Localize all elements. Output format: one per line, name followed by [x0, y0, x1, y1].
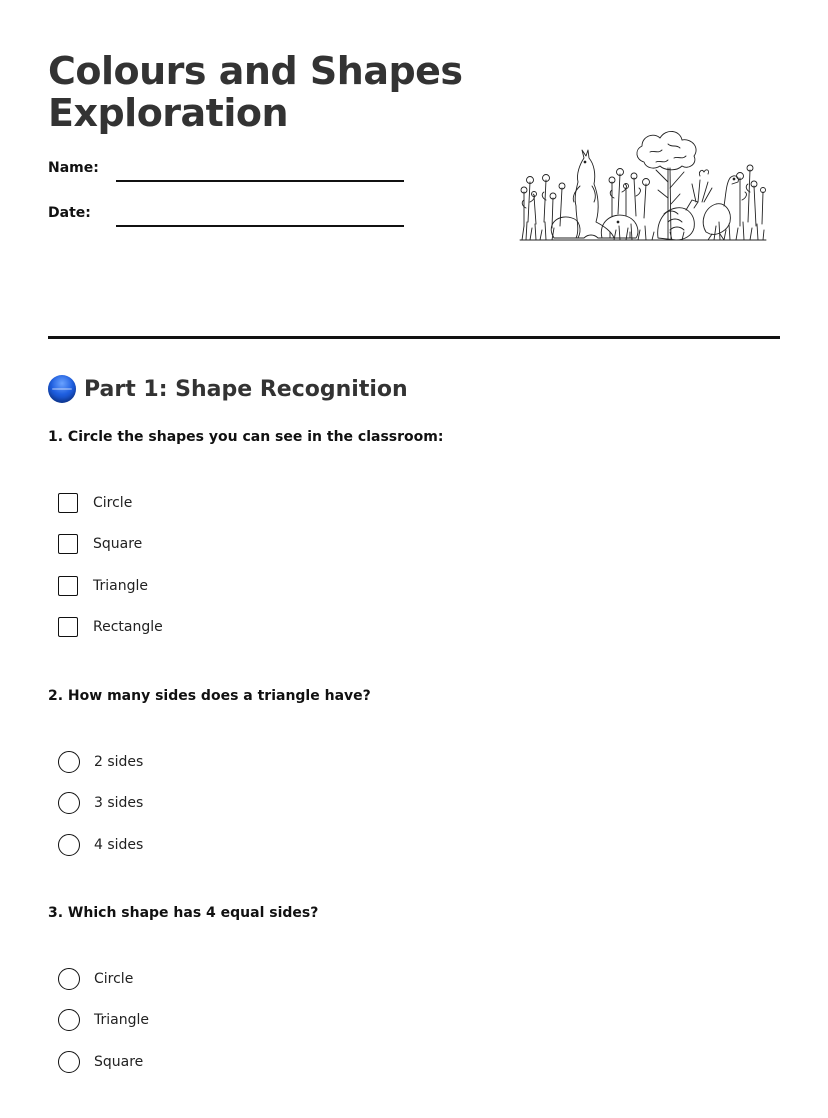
- radio-button[interactable]: [58, 1009, 80, 1031]
- q3-option-circle[interactable]: [58, 967, 133, 991]
- radio-button[interactable]: [58, 792, 80, 814]
- title-line-2: Exploration: [48, 91, 289, 135]
- option-label: 2 sides: [94, 754, 144, 770]
- section-divider: [48, 336, 780, 339]
- option-label: Square: [94, 1054, 144, 1070]
- checkbox[interactable]: [58, 493, 78, 513]
- part-1-heading: [48, 374, 408, 404]
- q1-option-circle[interactable]: [58, 491, 132, 515]
- option-label: 3 sides: [94, 795, 144, 811]
- option-label: Triangle: [94, 1012, 149, 1028]
- checkbox[interactable]: [58, 576, 78, 596]
- radio-button[interactable]: [58, 1051, 80, 1073]
- question-3: 3. Which shape has 4 equal sides?: [48, 905, 319, 921]
- option-label: Square: [93, 536, 143, 552]
- radio-button[interactable]: [58, 968, 80, 990]
- option-label: Triangle: [93, 578, 148, 594]
- question-1: 1. Circle the shapes you can see in the classroom:: [48, 429, 444, 445]
- q2-option-3-sides[interactable]: [58, 791, 143, 815]
- date-label: Date:: [48, 205, 91, 221]
- q3-option-triangle[interactable]: [58, 1008, 149, 1032]
- radio-button[interactable]: [58, 834, 80, 856]
- blue-circle-icon: [48, 375, 76, 403]
- q1-option-square[interactable]: [58, 532, 142, 556]
- option-label: Rectangle: [93, 619, 163, 635]
- title-line-1: Colours and Shapes: [48, 49, 463, 93]
- q2-option-4-sides[interactable]: [58, 833, 143, 857]
- option-label: Circle: [93, 495, 133, 511]
- q1-option-triangle[interactable]: [58, 574, 148, 598]
- worksheet-title: [48, 50, 468, 134]
- option-label: Circle: [94, 971, 134, 987]
- name-label: Name:: [48, 160, 99, 176]
- q2-option-2-sides[interactable]: [58, 750, 143, 774]
- question-2: 2. How many sides does a triangle have?: [48, 688, 371, 704]
- checkbox[interactable]: [58, 617, 78, 637]
- name-field-line[interactable]: [116, 180, 404, 182]
- australian-bush-animals-icon: [518, 122, 768, 244]
- checkbox[interactable]: [58, 534, 78, 554]
- q3-option-square[interactable]: [58, 1050, 143, 1074]
- date-field-line[interactable]: [116, 225, 404, 227]
- option-label: 4 sides: [94, 837, 144, 853]
- part-1-heading-text: Part 1: Shape Recognition: [84, 376, 408, 402]
- radio-button[interactable]: [58, 751, 80, 773]
- q1-option-rectangle[interactable]: [58, 615, 163, 639]
